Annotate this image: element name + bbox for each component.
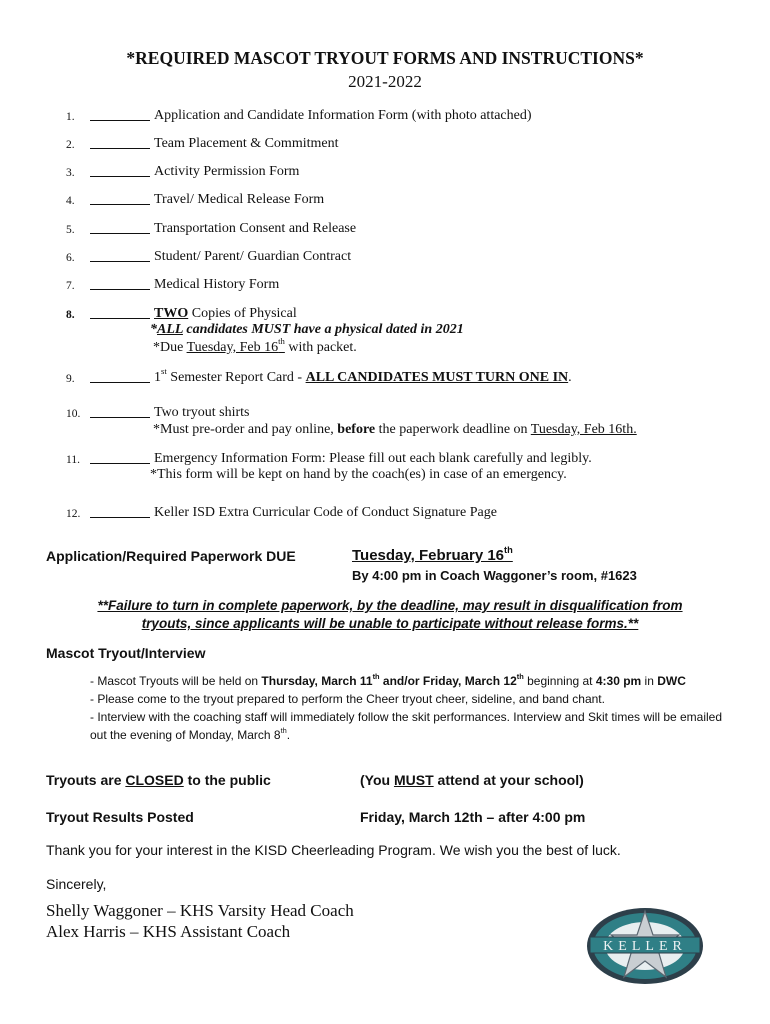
page-title: *REQUIRED MASCOT TRYOUT FORMS AND INSTRUCTIONS*: [126, 48, 644, 68]
text-part: 1: [154, 370, 161, 385]
note-date-text: Tuesday, Feb 16: [186, 340, 279, 355]
bullet-text: - Mascot Tryouts will be held on: [90, 674, 262, 688]
item-note: [153, 422, 637, 438]
item-note: [153, 336, 357, 356]
sincerely-text: Sincerely,: [46, 876, 107, 892]
emphasis-two: TWO: [154, 306, 189, 321]
closed-label: [46, 772, 271, 788]
bullet-sup: th: [280, 725, 287, 735]
item-text: Activity Permission Form: [154, 164, 300, 179]
item-text: Two tryout shirts: [154, 405, 250, 420]
logo-graphic: [584, 905, 706, 987]
item-text: Application and Candidate Information Form (with photo attached): [154, 108, 532, 123]
bullet-text: - Interview with the coaching staff will immediately follow the skit performances. Interview and Skit times will be emailed out the evening of Monday, March 8: [90, 710, 723, 742]
due-date: [352, 544, 513, 564]
tryout-bullet: [90, 708, 730, 744]
check-blank: [90, 120, 150, 121]
item-text: Medical History Form: [154, 277, 280, 292]
due-date-text: Tuesday, February 16: [352, 547, 505, 564]
item-text: Keller ISD Extra Curricular Code of Conduct Signature Page: [154, 505, 497, 520]
closed-text: to the public: [183, 772, 271, 788]
note-date: [186, 336, 285, 355]
check-blank: [90, 517, 150, 518]
school-year: 2021-2022: [348, 72, 422, 91]
warning-line: tryouts, since applicants will be unable to participate without release forms.**: [141, 616, 639, 631]
bullet-sup: th: [516, 671, 524, 681]
item-text-rest: Copies of Physical: [188, 306, 297, 321]
closed-emphasis: MUST: [393, 772, 434, 788]
note-emphasis: ALL: [157, 322, 183, 337]
thanks-text: Thank you for your interest in the KISD Cheerleading Program. We wish you the best of luck.: [46, 842, 621, 858]
bullet-sup: th: [372, 671, 380, 681]
check-blank: [90, 176, 150, 177]
signature-line: Alex Harris – KHS Assistant Coach: [46, 922, 291, 941]
item-number: 10.: [66, 408, 81, 420]
item-text: Team Placement & Commitment: [154, 136, 339, 151]
note-text: with packet.: [284, 340, 357, 355]
bullet-time: 4:30 pm: [595, 674, 642, 688]
item-number: 5.: [66, 224, 75, 236]
tryout-bullet: [90, 672, 730, 690]
check-blank: [90, 417, 150, 418]
keller-star-seal-icon: [584, 905, 706, 987]
warning-line: **Failure to turn in complete paperwork, by the deadline, may result in disqualification from: [97, 598, 683, 613]
bullet-text: .: [286, 728, 291, 742]
item-number: 12.: [66, 508, 81, 520]
warning-notice: [40, 597, 740, 633]
item-text: Emergency Information Form: Please fill out each blank carefully and legibly.: [154, 451, 592, 466]
item-number: 3.: [66, 167, 75, 179]
text-emphasis: ALL CANDIDATES MUST TURN ONE IN: [305, 370, 569, 385]
closed-text: (You: [360, 772, 394, 788]
item-note: *This form will be kept on hand by the coach(es) in case of an emergency.: [150, 467, 567, 482]
item-number: 4.: [66, 195, 75, 207]
item-number: 2.: [66, 139, 75, 151]
note-text: candidates MUST have a physical dated in 2021: [182, 322, 464, 337]
text-part: .: [568, 370, 572, 385]
check-blank: [90, 261, 150, 262]
results-value: Friday, March 12th – after 4:00 pm: [360, 809, 586, 825]
bullet-text: in: [641, 674, 658, 688]
check-blank: [90, 463, 150, 464]
check-blank: [90, 382, 150, 383]
item-number: 6.: [66, 252, 75, 264]
item-number: 7.: [66, 280, 75, 292]
check-blank: [90, 318, 150, 319]
item-number: 11.: [66, 454, 80, 466]
results-label: Tryout Results Posted: [46, 809, 194, 825]
closed-emphasis: CLOSED: [125, 772, 184, 788]
item-text: [154, 305, 297, 323]
signature-line: Shelly Waggoner – KHS Varsity Head Coach: [46, 901, 354, 920]
item-text: Student/ Parent/ Guardian Contract: [154, 249, 352, 264]
tryout-bullet: - Please come to the tryout prepared to perform the Cheer tryout cheer, sideline, and band chant.: [90, 692, 605, 706]
item-number: 1.: [66, 111, 75, 123]
note-text: the paperwork deadline on: [375, 422, 531, 437]
closed-text: attend at your school): [433, 772, 584, 788]
bullet-date: and/or Friday, March 12: [379, 674, 517, 688]
note-star: *: [150, 322, 157, 337]
due-date-sup: th: [504, 544, 513, 555]
check-blank: [90, 148, 150, 149]
item-text: [154, 366, 572, 387]
item-text: Transportation Consent and Release: [154, 221, 357, 236]
check-blank: [90, 233, 150, 234]
note-emphasis: before: [337, 422, 376, 437]
due-label: Application/Required Paperwork DUE: [46, 548, 296, 564]
tryout-details: [90, 672, 730, 744]
logo-wordmark: KELLER: [603, 939, 687, 954]
note-date: Tuesday, Feb 16th.: [530, 422, 637, 437]
text-part: Semester Report Card -: [166, 370, 306, 385]
bullet-location: DWC: [657, 674, 686, 688]
closed-text: Tryouts are: [46, 772, 126, 788]
note-date-sup: th: [278, 336, 285, 347]
due-time: By 4:00 pm in Coach Waggoner’s room, #1623: [352, 568, 637, 583]
tryout-heading: Mascot Tryout/Interview: [46, 645, 206, 661]
item-number: 8.: [66, 309, 75, 321]
text-sup: st: [161, 366, 167, 377]
check-blank: [90, 289, 150, 290]
note-text: *Must pre-order and pay online,: [153, 422, 338, 437]
item-text: Travel/ Medical Release Form: [154, 192, 325, 207]
item-number: 9.: [66, 373, 75, 385]
item-note: [150, 322, 464, 338]
closed-value: [360, 772, 584, 788]
bullet-date: Thursday, March 11: [261, 674, 373, 688]
check-blank: [90, 204, 150, 205]
note-text: *Due: [153, 340, 187, 355]
bullet-text: beginning at: [523, 674, 596, 688]
